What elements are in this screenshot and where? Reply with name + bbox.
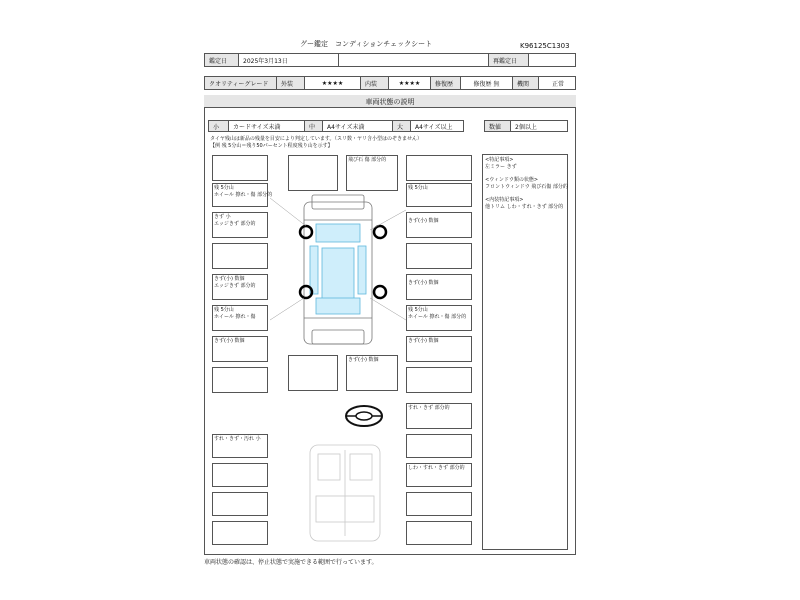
left-rear-edge: エッジきず 部分的	[214, 283, 256, 289]
section-title: 車両状態の説明	[365, 98, 415, 106]
steering-wear: すれ・きず 部分的	[408, 405, 450, 411]
interior-rating: ★★★★	[389, 77, 431, 89]
grade-row	[204, 76, 576, 90]
callout-right-top	[406, 155, 472, 181]
repair-label: 修復歴	[431, 77, 461, 89]
callout-interior-left-2	[212, 463, 268, 487]
interior-left-wear: すれ・きず・汚れ 小	[214, 436, 261, 442]
interior-label: 内装	[361, 77, 389, 89]
left-front-scratch: きず 小	[214, 214, 231, 220]
callout-interior-left-3	[212, 492, 268, 516]
left-front-edge: エッジきず 部分的	[214, 221, 256, 227]
bottom-center-scratch: きず(小) 数個	[348, 357, 379, 363]
tire-note-line-1: タイヤ残山は新品の残量を目安により判定しています。（スリ数・ヤリ含小型はのぞきません）	[210, 136, 423, 142]
legend-medium-desc: A4サイズ未満	[323, 121, 393, 131]
callout-top-left	[288, 155, 338, 191]
car-top-view-diagram	[270, 190, 406, 355]
left-rear-scratch: きず(小) 数個	[214, 276, 245, 282]
callout-right-low	[406, 367, 472, 393]
empty-cell	[339, 54, 489, 66]
right-front-scratch: きず(小) 数個	[408, 218, 439, 224]
interior-right-wear: しわ・すれ・きず 部分的	[408, 465, 465, 471]
interior-note: 他トリム しわ・すれ・きず 部分的	[485, 204, 564, 210]
interior-heading: <内装特記事項>	[485, 197, 524, 203]
tire-note-line-2: 【例 残 5分山＝残り50パーセント程度残り山を示す】	[210, 143, 333, 149]
callout-right-front	[406, 212, 472, 238]
right-rear-tire-wheel: ホイール 擦れ・傷 部分的	[408, 314, 467, 320]
function-label: 機関	[513, 77, 539, 89]
window-heading: <ウィンドウ類の状態>	[485, 177, 539, 183]
left-front-tire-tread: 残 5分山	[214, 185, 234, 191]
legend-small: 小	[209, 121, 229, 131]
left-bottom-scratch: きず(小) 数個	[214, 338, 245, 344]
size-legend	[208, 120, 464, 132]
date-label: 鑑定日	[205, 54, 239, 66]
legend-large-desc: A4サイズ以上	[415, 123, 453, 131]
right-rear-tire-tread: 残 5分山	[408, 307, 428, 313]
left-front-tire-wheel: ホイール 擦れ・傷 部分的	[214, 192, 273, 198]
appraisal-date-row	[204, 53, 576, 67]
left-rear-tire-wheel: ホイール 擦れ・傷	[214, 314, 256, 320]
date-value: 2025年3月13日	[239, 54, 339, 66]
count-label: 数値	[485, 121, 511, 131]
legend-medium: 中	[305, 121, 323, 131]
callout-interior-right-3	[406, 521, 472, 545]
legend-large: 大	[393, 121, 411, 131]
grade-label: クオリティーグレード	[205, 77, 277, 89]
right-mid-scratch: きず(小) 数個	[408, 280, 439, 286]
left-rear-tire-tread: 残 5分山	[214, 307, 234, 313]
top-center-chip: 飛び石 傷 部分的	[348, 157, 387, 163]
exterior-label: 外装	[277, 77, 305, 89]
count-value: 2個以上	[515, 123, 537, 131]
special-notes-heading: <特記事項>	[485, 157, 514, 163]
callout-interior-right-upper	[406, 434, 472, 458]
right-front-tire-tread: 残 5分山	[408, 185, 428, 191]
special-note-mirror: 左ミラー きず	[485, 164, 517, 170]
right-bottom-scratch: きず(小) 数個	[408, 338, 439, 344]
callout-left-mid	[212, 243, 268, 269]
count-legend	[484, 120, 568, 132]
footer-note: 車両状態の確認は、停止状態で実施できる範囲で行っています。	[204, 559, 378, 566]
callout-left-top	[212, 155, 268, 181]
interior-seat-diagram	[290, 440, 400, 550]
window-note: フロントウィンドウ 飛び石傷 部分的	[485, 184, 568, 190]
callout-right-mid	[406, 274, 472, 300]
document-id: K96125C1303	[520, 42, 570, 50]
sheet-title: グー鑑定 コンディションチェックシート	[300, 40, 433, 48]
repair-value: 修復歴 無	[461, 77, 513, 89]
reappraisal-value	[529, 54, 577, 66]
callout-interior-right-2	[406, 492, 472, 516]
callout-left-low	[212, 367, 268, 393]
special-notes-panel	[482, 154, 568, 550]
callout-bottom-left	[288, 355, 338, 391]
reappraisal-label: 再鑑定日	[489, 54, 529, 66]
legend-small-desc: カードサイズ未満	[229, 121, 305, 131]
callout-interior-left-4	[212, 521, 268, 545]
exterior-rating: ★★★★	[305, 77, 361, 89]
steering-wheel-icon	[344, 404, 384, 428]
function-value: 正常	[551, 80, 564, 88]
callout-right-mid-upper	[406, 243, 472, 269]
